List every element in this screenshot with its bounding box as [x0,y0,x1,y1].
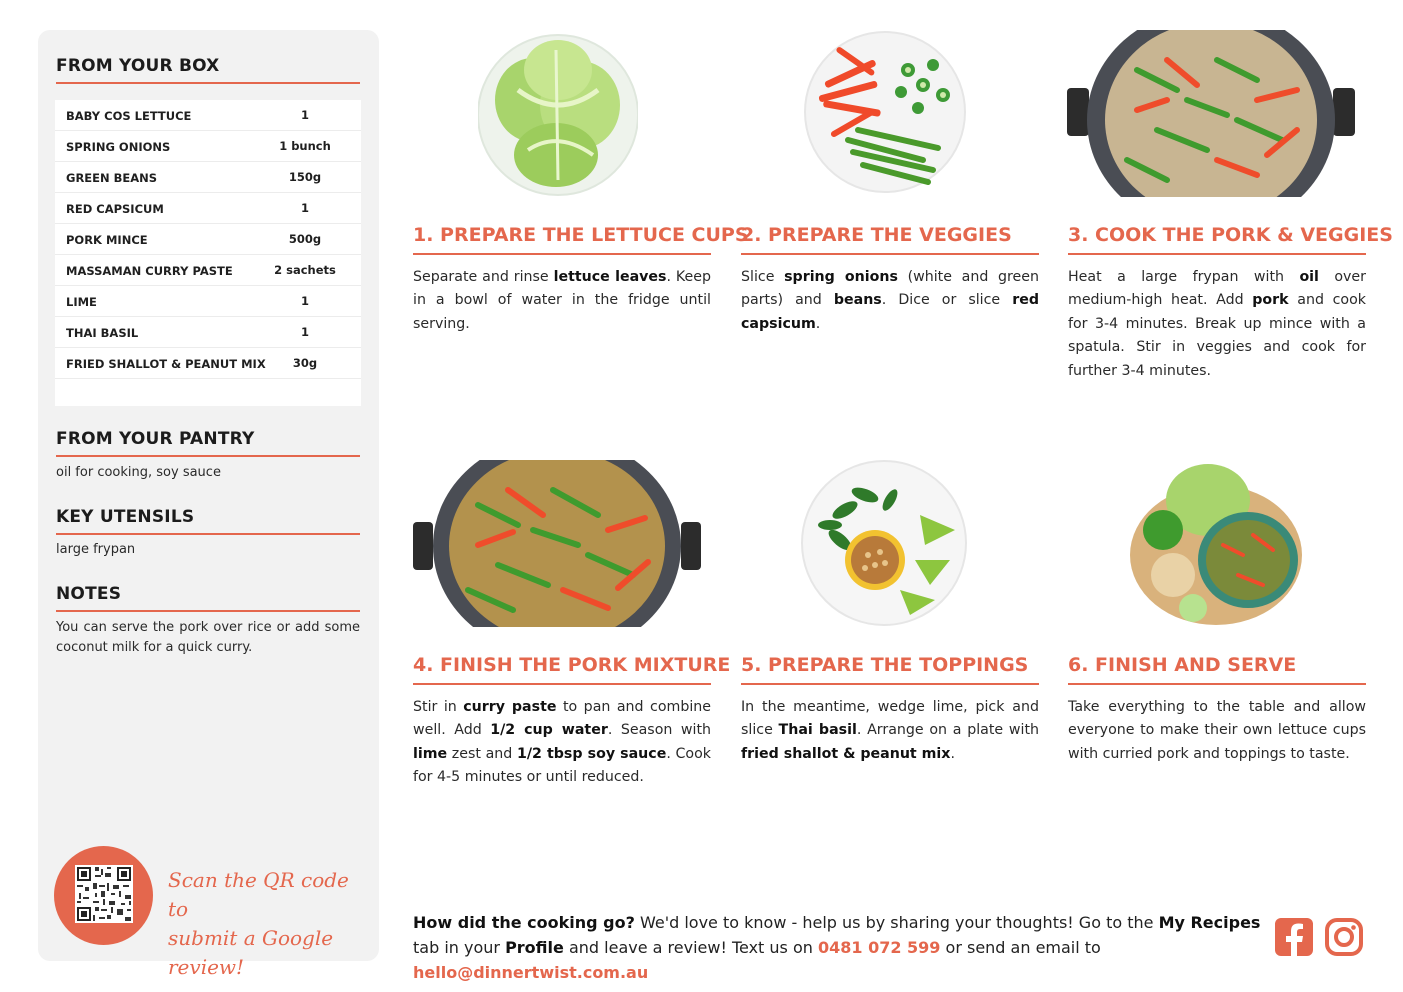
ingredient-name: LIME [66,295,97,309]
pantry-rule [56,455,360,457]
qr-caption-line1: Scan the QR code to [168,868,349,921]
ingredient-name: GREEN BEANS [66,171,158,185]
step-rule [413,683,711,685]
ingredients-table [55,100,361,406]
pantry-title: FROM YOUR PANTRY [56,429,255,449]
ingredient-qty: 1 [300,294,309,308]
sidebar [38,30,379,979]
qr-badge[interactable] [54,846,153,945]
ingredient-name: PORK MINCE [66,233,148,247]
contact-link[interactable]: hello@dinnertwist.com.au [413,963,649,982]
ingredient-qty: 500g [288,232,322,246]
utensils-title: KEY UTENSILS [56,507,195,527]
step-title: 4. FINISH THE PORK MIXTURE [413,654,731,676]
step-rule [1068,683,1366,685]
step-title: 6. FINISH AND SERVE [1068,654,1297,676]
ingredient-qty: 1 [300,108,309,122]
step-2-image [803,30,967,194]
ingredient-qty: 1 [300,201,309,215]
box-title-rule [56,82,360,84]
ingredient-qty: 30g [292,356,318,370]
ingredient-name: SPRING ONIONS [66,140,171,154]
pantry-text: oil for cooking, soy sauce [56,465,221,480]
ingredient-row [55,131,361,162]
step-body: Slice spring onions (white and green parts) and beans. Dice or slice red capsicum. [741,269,1040,332]
step-body: Heat a large frypan with oil over medium-high heat. Add pork and cook for 3-4 minutes. Break up mince with a spatula. Stir in veggies and cook for further 3-4 minutes. [1068,269,1367,379]
step-body: Take everything to the table and allow everyone to make their own lettuce cups with curried pork and toppings to taste. [1068,699,1366,762]
footer-message: How did the cooking go? We'd love to know - help us by sharing your thoughts! Go to the My Recipes tab in your Profile and leave a review! Text us on 0481 072 599 or send an email to hello@dinnertwist.com.au [413,913,1261,982]
ingredient-name: BABY COS LETTUCE [66,109,192,123]
ingredient-row [55,100,361,131]
step-title: 1. PREPARE THE LETTUCE CUPS [413,224,749,246]
instagram-icon[interactable] [1325,918,1363,956]
step-body: Stir in curry paste to pan and combine well. Add 1/2 cup water. Season with lime zest and 1/2 tbsp soy sauce. Cook for 4-5 minutes or until reduced. [413,699,711,786]
ingredient-row [55,348,361,379]
contact-link[interactable]: 0481 072 599 [817,938,941,957]
ingredient-qty: 1 [300,325,309,339]
step-1-image [478,30,638,196]
qr-caption-line2: submit a Google review! [168,926,334,979]
notes-title: NOTES [56,584,122,604]
step-rule [1068,253,1366,255]
ingredient-qty: 2 sachets [274,263,336,277]
notes-rule [56,610,360,612]
ingredient-row [55,162,361,193]
step-title: 2. PREPARE THE VEGGIES [741,224,1012,246]
ingredient-qty: 150g [288,170,322,184]
ingredient-name: MASSAMAN CURRY PASTE [66,264,233,278]
ingredient-row [55,286,361,317]
step-6-image [1128,460,1304,626]
ingredient-row [55,255,361,286]
qr-caption [168,866,368,982]
ingredient-name: FRIED SHALLOT & PEANUT MIX [66,357,266,371]
ingredient-name: RED CAPSICUM [66,202,164,216]
ingredient-row [55,193,361,224]
notes-text: You can serve the pork over rice or add some coconut milk for a quick curry. [56,620,360,655]
step-3-image [1067,30,1355,197]
ingredient-name: THAI BASIL [66,326,139,340]
step-rule [741,253,1039,255]
qr-code-icon[interactable] [75,865,133,923]
step-title: 3. COOK THE PORK & VEGGIES [1068,224,1393,246]
step-rule [741,683,1039,685]
utensils-rule [56,533,360,535]
ingredient-row [55,224,361,255]
step-title: 5. PREPARE THE TOPPINGS [741,654,1029,676]
ingredient-row [55,317,361,348]
box-title: FROM YOUR BOX [56,56,220,76]
step-body: Separate and rinse lettuce leaves. Keep in a bowl of water in the fridge until serving. [413,269,711,332]
ingredient-qty: 1 bunch [279,139,331,153]
step-rule [413,253,711,255]
step-5-image [800,460,968,626]
step-4-image [413,460,701,627]
step-body: In the meantime, wedge lime, pick and slice Thai basil. Arrange on a plate with fried shallot & peanut mix. [741,699,1039,762]
facebook-icon[interactable] [1275,918,1313,956]
utensils-text: large frypan [56,542,136,557]
